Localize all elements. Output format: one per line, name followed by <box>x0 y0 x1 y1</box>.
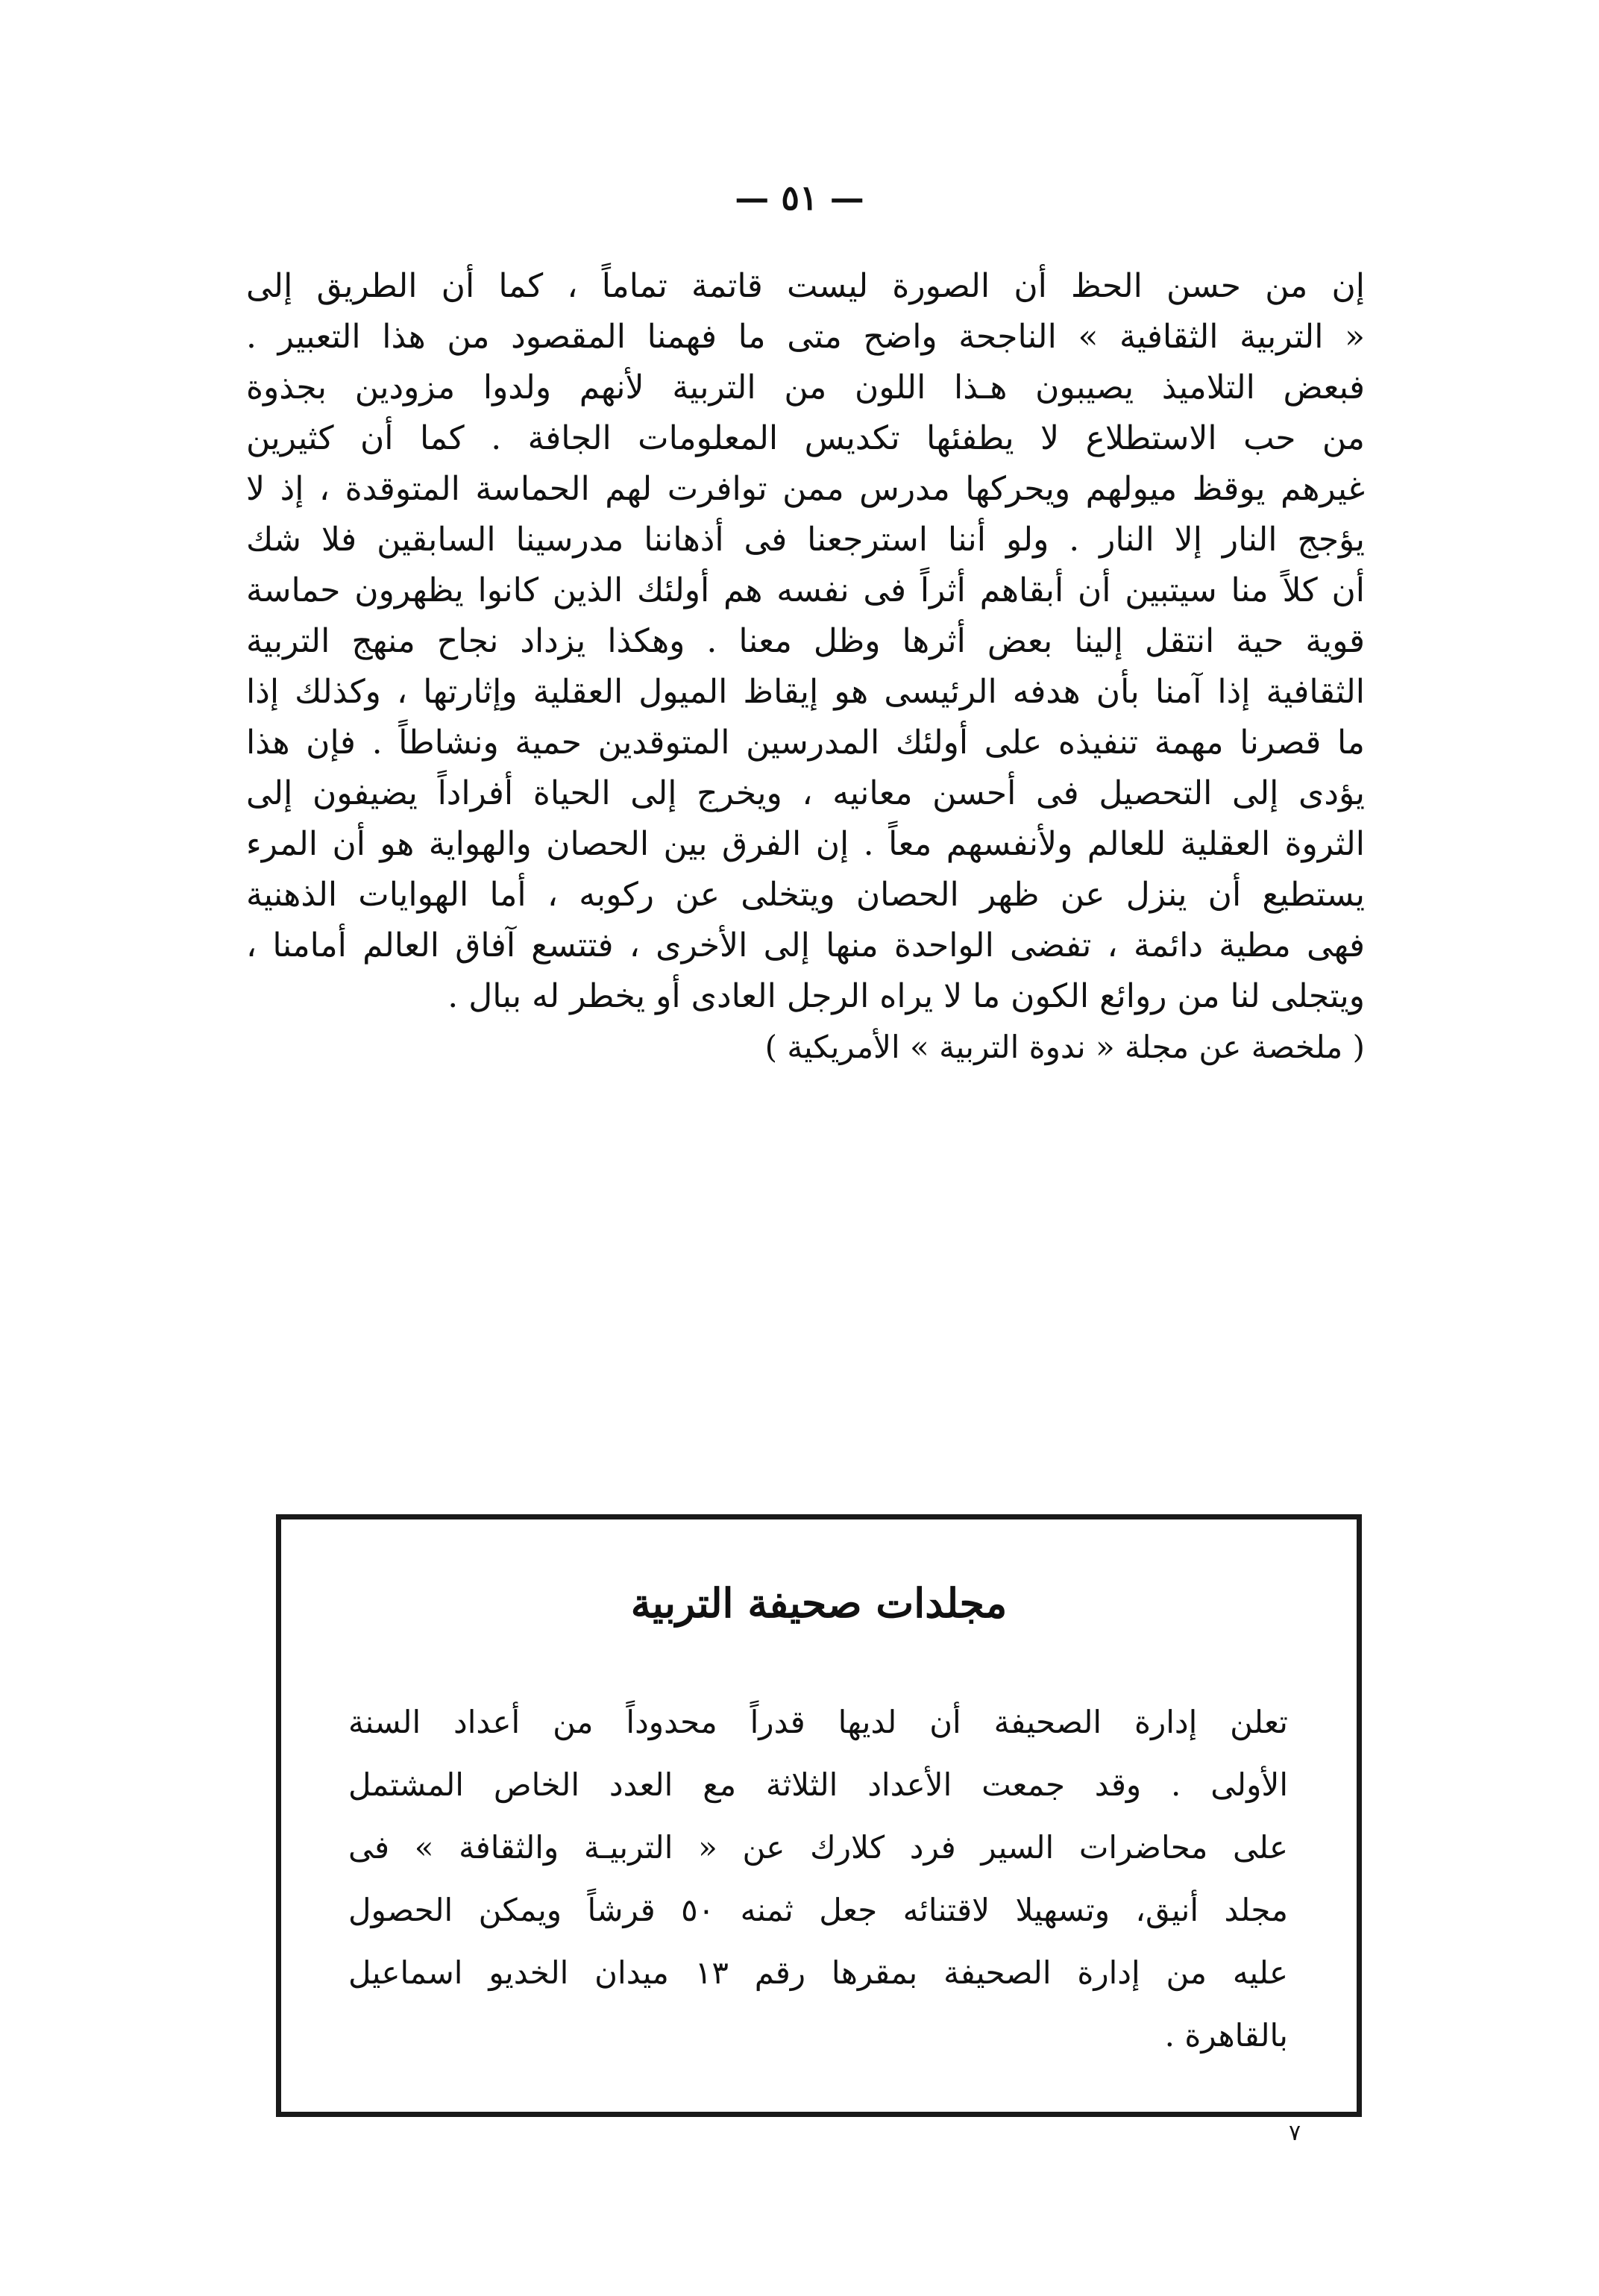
notice-title: مجلدات صحيفة التربية <box>630 1579 1008 1627</box>
article-line: يستطيع أن ينزل عن ظهر الحصان ويتخلى عن ركوبه ، أما الهوايات الذهنية <box>246 876 1365 914</box>
signature-mark: ٧ <box>1289 2120 1301 2146</box>
article-line: الثقافية إذا آمنا بأن هدفه الرئيسى هو إيقاظ الميول العقلية وإثارتها ، وكذلك إذا <box>246 673 1365 711</box>
article-body <box>246 261 1365 1073</box>
article-line: قوية حية انتقل إلينا بعض أثرها وظل معنا . وهكذا يزداد نجاح منهج التربية <box>246 622 1365 660</box>
notice-line: على محاضرات السير فرد كلارك عن « التربيـة والثقافة » فى <box>348 1829 1288 1866</box>
notice-line: الأولى . وقد جمعت الأعداد الثلاثة مع العدد الخاص المشتمل <box>348 1766 1288 1803</box>
article-source: ( ملخصة عن مجلة « ندوة التربية » الأمريكية ) <box>764 1029 1365 1065</box>
notice-line: تعلن إدارة الصحيفة أن لديها قدراً محدوداً من أعداد السنة <box>348 1704 1288 1740</box>
article-line: ما قصرنا مهمة تنفيذه على أولئك المدرسين المتوقدين حمية ونشاطاً . فإن هذا <box>246 724 1365 762</box>
page-number: — ٥١ — <box>735 178 864 218</box>
notice-line: بالقاهرة . <box>1164 2017 1288 2054</box>
article-line: إن من حسن الحظ أن الصورة ليست قاتمة تماماً ، كما أن الطريق إلى <box>246 267 1365 305</box>
article-line: الثروة العقلية للعالم ولأنفسهم معاً . إن الفرق بين الحصان والهواية هو أن المرء <box>246 825 1365 863</box>
article-line: فبعض التلاميذ يصيبون هـذا اللون من التربية لأنهم ولدوا مزودين بجذوة <box>246 368 1365 407</box>
article-line: يؤدى إلى التحصيل فى أحسن معانيه ، ويخرج إلى الحياة أفراداً يضيفون إلى <box>246 774 1365 812</box>
notice-line: مجلد أنيق، وتسهيلا لاقتنائه جعل ثمنه ٥٠ قرشاً ويمكن الحصول <box>348 1892 1288 1928</box>
article-line: « التربية الثقافية » الناجحة واضح متى ما فهمنا المقصود من هذا التعبير . <box>246 318 1365 356</box>
notice-body <box>348 1691 1288 2067</box>
article-line: أن كلاً منا سيتبين أن أبقاهم أثراً فى نفسه هم أولئك الذين كانوا يظهرون حماسة <box>246 571 1365 609</box>
article-line: ويتجلى لنا من روائع الكون ما لا يراه الرجل العادى أو يخطر له ببال . <box>447 977 1365 1015</box>
article-line: غيرهم يوقظ ميولهم ويحركها مدرس ممن توافرت لهم الحماسة المتوقدة ، إذ لا <box>246 470 1365 508</box>
notice-box <box>276 1514 1362 2117</box>
article-line: يؤجج النار إلا النار . ولو أننا استرجعنا فى أذهاننا مدرسينا السابقين فلا شك <box>246 521 1365 559</box>
article-line: من حب الاستطلاع لا يطفئها تكديس المعلومات الجافة . كما أن كثيرين <box>246 419 1365 457</box>
notice-line: عليه من إدارة الصحيفة بمقرها رقم ١٣ ميدان الخديو اسماعيل <box>348 1954 1288 1991</box>
article-line: فهى مطية دائمة ، تفضى الواحدة منها إلى الأخرى ، فتتسع آفاق العالم أمامنا ، <box>246 926 1365 964</box>
